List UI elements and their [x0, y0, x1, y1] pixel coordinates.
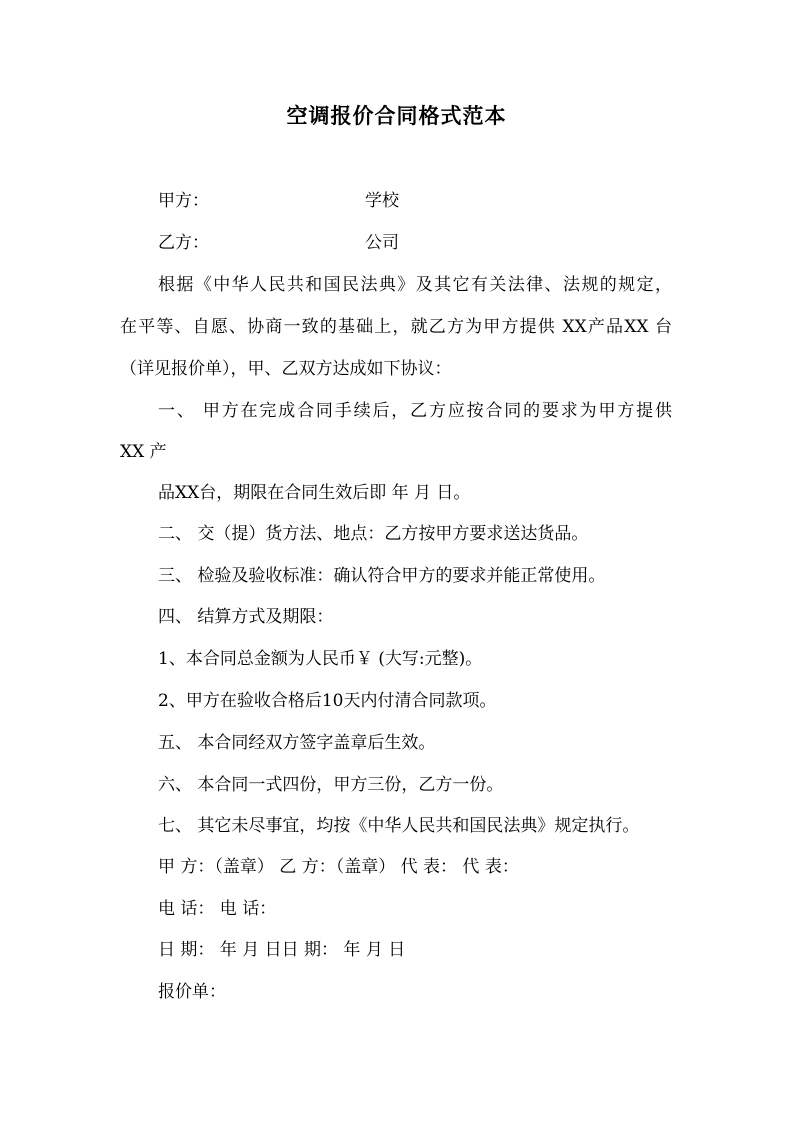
date-line: 日 期： 年 月 日日 期： 年 月 日: [158, 940, 406, 960]
party-a-label: 甲方：: [158, 191, 209, 211]
clause-6: 六、 本合同一式四份，甲方三份，乙方一份。: [158, 775, 504, 795]
party-b-label: 乙方：: [158, 233, 209, 253]
quote-sheet-label: 报价单：: [158, 982, 226, 1002]
party-a-value: 学校: [365, 191, 399, 211]
clause-7: 七、 其它未尽事宜，均按《中华人民共和国民法典》规定执行。: [158, 816, 640, 836]
clause-5: 五、 本合同经双方签字盖章后生效。: [158, 733, 436, 753]
party-b-value: 公司: [365, 233, 399, 253]
clause-3: 三、 检验及验收标准：确认符合甲方的要求并能正常使用。: [158, 566, 606, 586]
phone-line: 电 话： 电 话：: [158, 899, 277, 919]
intro-line-2: 在平等、自愿、协商一致的基础上，就乙方为甲方提供 XX产品XX 台: [120, 317, 672, 337]
document-title: 空调报价合同格式范本: [286, 103, 507, 128]
clause-2: 二、 交（提）货方法、地点：乙方按甲方要求送达货品。: [158, 524, 589, 544]
clause-1-line-1: 一、 甲方在完成合同手续后，乙方应按合同的要求为甲方提供: [158, 401, 672, 421]
intro-line-1: 根据《中华人民共和国民法典》及其它有关法律、法规的规定，: [158, 275, 672, 295]
clause-4: 四、 结算方式及期限：: [158, 607, 334, 627]
signature-line: 甲 方：（盖章） 乙 方：（盖章） 代 表： 代 表：: [158, 857, 519, 877]
clause-1-line-3: 品XX台，期限在合同生效后即 年 月 日。: [158, 483, 471, 503]
intro-line-3: （详见报价单），甲、乙双方达成如下协议：: [120, 359, 452, 379]
clause-1-line-2: XX 产: [120, 442, 167, 462]
clause-4-item-2: 2、甲方在验收合格后10天内付清合同款项。: [158, 691, 497, 711]
clause-4-item-1: 1、本合同总金额为人民币￥ (大写:元整)。: [158, 649, 483, 669]
